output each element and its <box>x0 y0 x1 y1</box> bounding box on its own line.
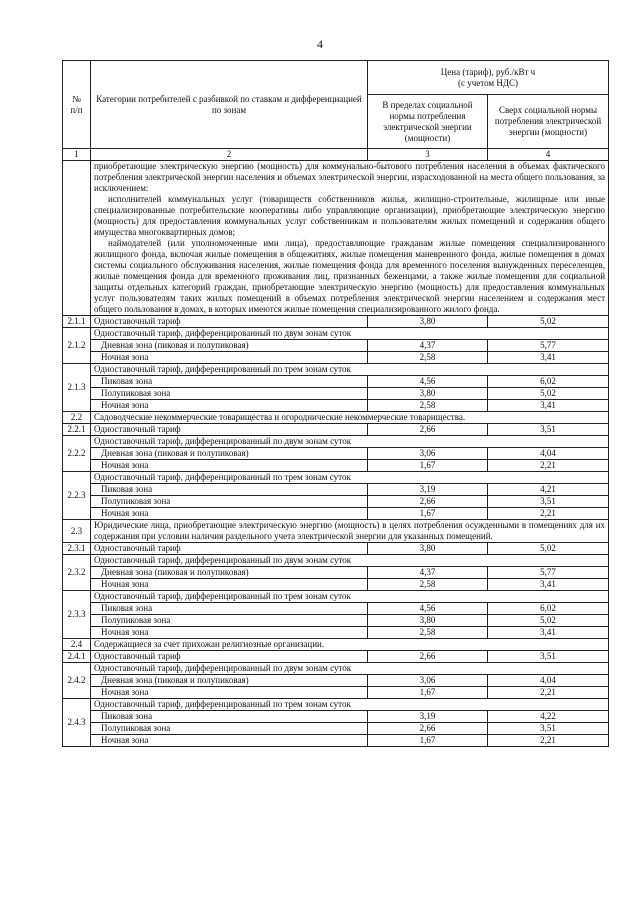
value-within-norm: 2,66 <box>368 424 488 436</box>
item-number: 2.4.1 <box>63 651 91 663</box>
zone-group-label: Одноставочный тариф, дифференцированный по трем зонам суток <box>91 699 609 711</box>
zone-row <box>63 484 609 496</box>
item-number: 2.1.3 <box>63 364 91 412</box>
zone-group-header-row <box>63 436 609 448</box>
value-within-norm: 2,58 <box>368 352 488 364</box>
zone-label: Ночная зона <box>91 627 368 639</box>
section-header-row <box>63 520 609 543</box>
zone-label: Дневная зона (пиковая и полупиковая) <box>91 567 368 579</box>
item-number: 2.2.3 <box>63 472 91 520</box>
zone-group-header-row <box>63 663 609 675</box>
tariff-label: Одноставочный тариф <box>91 651 368 663</box>
zone-row <box>63 627 609 639</box>
header-price: Цена (тариф), руб./кВт ч (с учетом НДС) <box>368 61 609 95</box>
value-within-norm: 3,06 <box>368 675 488 687</box>
zone-group-header-row <box>63 364 609 376</box>
zone-row <box>63 711 609 723</box>
zone-group-header-row <box>63 328 609 340</box>
tariff-label: Одноставочный тариф <box>91 316 368 328</box>
col-index-1: 1 <box>63 149 91 161</box>
zone-row <box>63 508 609 520</box>
value-within-norm: 3,80 <box>368 316 488 328</box>
value-within-norm: 1,67 <box>368 508 488 520</box>
section-header-row <box>63 412 609 424</box>
page-number: 4 <box>317 37 323 51</box>
value-above-norm: 3,51 <box>488 424 609 436</box>
zone-label: Ночная зона <box>91 735 368 747</box>
value-within-norm: 1,67 <box>368 460 488 472</box>
header-above-norm: Сверх социальной нормы потребления электрической энергии (мощности) <box>488 95 609 149</box>
value-within-norm: 3,80 <box>368 543 488 555</box>
section-header-row <box>63 639 609 651</box>
value-above-norm: 5,77 <box>488 567 609 579</box>
value-within-norm: 3,80 <box>368 615 488 627</box>
zone-row <box>63 448 609 460</box>
value-above-norm: 4,22 <box>488 711 609 723</box>
value-within-norm: 2,66 <box>368 496 488 508</box>
section-title: Содержащиеся за счет прихожан религиозные организации. <box>91 639 609 651</box>
value-within-norm: 3,06 <box>368 448 488 460</box>
item-number: 2.3.3 <box>63 591 91 639</box>
tariff-row <box>63 543 609 555</box>
value-above-norm: 6,02 <box>488 603 609 615</box>
value-within-norm: 3,19 <box>368 484 488 496</box>
section-number: 2.4 <box>63 639 91 651</box>
zone-row <box>63 675 609 687</box>
zone-row <box>63 376 609 388</box>
zone-row <box>63 579 609 591</box>
zone-row <box>63 615 609 627</box>
value-above-norm: 3,41 <box>488 352 609 364</box>
value-above-norm: 5,02 <box>488 388 609 400</box>
value-within-norm: 2,58 <box>368 579 488 591</box>
value-above-norm: 3,41 <box>488 400 609 412</box>
value-within-norm: 3,80 <box>368 388 488 400</box>
intro-text-cell <box>91 161 609 316</box>
value-above-norm: 2,21 <box>488 687 609 699</box>
zone-group-label: Одноставочный тариф, дифференцированный по трем зонам суток <box>91 472 609 484</box>
zone-row <box>63 400 609 412</box>
item-number: 2.3.2 <box>63 555 91 591</box>
value-above-norm: 2,21 <box>488 508 609 520</box>
value-above-norm: 3,41 <box>488 627 609 639</box>
value-above-norm: 6,02 <box>488 376 609 388</box>
value-above-norm: 4,21 <box>488 484 609 496</box>
header-within-norm: В пределах социальной нормы потребления электрической энергии (мощности) <box>368 95 488 149</box>
zone-group-header-row <box>63 555 609 567</box>
zone-group-label: Одноставочный тариф, дифференцированный по трем зонам суток <box>91 591 609 603</box>
intro-row <box>63 161 609 316</box>
zone-label: Пиковая зона <box>91 376 368 388</box>
zone-row <box>63 388 609 400</box>
header-num: № п/п <box>63 61 91 149</box>
item-number: 2.2.1 <box>63 424 91 436</box>
value-within-norm: 4,56 <box>368 603 488 615</box>
intro-paragraph-2: исполнителей коммунальных услуг (товариществ собственников жилья, жилищно-строительные, жилищные или иные специализированные потребительские кооперативы либо управляющие организации), приобретающие электрическую энергию (мощность) для предоставления коммунальных услуг собственникам и пользователям жилых помещений и содержания общего имущества многоквартирных домов; <box>94 194 606 237</box>
zone-group-label: Одноставочный тариф, дифференцированный по двум зонам суток <box>91 436 609 448</box>
zone-row <box>63 567 609 579</box>
value-above-norm: 5,02 <box>488 615 609 627</box>
section-title: Юридические лица, приобретающие электрическую энергию (мощность) в целях потребления осужденными в помещениях для их содержания при условии наличия раздельного учета электрической энергии для указанных помещений. <box>91 520 609 543</box>
zone-group-label: Одноставочный тариф, дифференцированный по двум зонам суток <box>91 663 609 675</box>
tariff-label: Одноставочный тариф <box>91 543 368 555</box>
zone-group-header-row <box>63 472 609 484</box>
col-index-3: 3 <box>368 149 488 161</box>
zone-row <box>63 735 609 747</box>
zone-group-header-row <box>63 591 609 603</box>
zone-row <box>63 460 609 472</box>
intro-paragraph-1: приобретающие электрическую энергию (мощность) для коммунально-бытового потребления населения в объемах фактического потребления электрической энергии населения и объемах электрической энергии, израсходованной на места общего пользования, за исключением: <box>94 161 606 193</box>
item-number: 2.1.1 <box>63 316 91 328</box>
value-within-norm: 2,58 <box>368 627 488 639</box>
zone-row <box>63 352 609 364</box>
value-above-norm: 3,41 <box>488 579 609 591</box>
value-within-norm: 4,37 <box>368 340 488 352</box>
zone-row <box>63 496 609 508</box>
zone-group-label: Одноставочный тариф, дифференцированный по двум зонам суток <box>91 555 609 567</box>
tariff-row <box>63 651 609 663</box>
zone-label: Ночная зона <box>91 460 368 472</box>
item-number: 2.4.2 <box>63 663 91 699</box>
zone-label: Ночная зона <box>91 687 368 699</box>
intro-num-cell <box>63 161 91 316</box>
zone-label: Дневная зона (пиковая и полупиковая) <box>91 340 368 352</box>
tariff-row <box>63 424 609 436</box>
value-above-norm: 3,51 <box>488 723 609 735</box>
zone-group-label: Одноставочный тариф, дифференцированный по трем зонам суток <box>91 364 609 376</box>
zone-group-label: Одноставочный тариф, дифференцированный по двум зонам суток <box>91 328 609 340</box>
section-number: 2.2 <box>63 412 91 424</box>
zone-label: Пиковая зона <box>91 484 368 496</box>
value-within-norm: 3,19 <box>368 711 488 723</box>
value-above-norm: 3,51 <box>488 651 609 663</box>
intro-paragraph-3: наймодателей (или уполномоченные ими лица), предоставляющие гражданам жилые помещения специализированного жилищного фонда, включая жилые помещения в общежитиях, жилые помещения маневренного фонда, жилые помещения в домах системы социального обслуживания населения, жилые помещения фонда для временного поселения вынужденных переселенцев, жилые помещения фонда для временного проживания лиц, признанных беженцами, а также жилые помещения для социальной защиты отдельных категорий граждан, приобретающие электрическую энергию (мощность) для предоставления коммунальных услуг пользователям таких жилых помещений в объемах потребления электрической энергии населением и содержания мест общего пользования в домах, в которых имеются жилые помещения специализированного жилого фонда. <box>94 238 606 314</box>
zone-label: Ночная зона <box>91 579 368 591</box>
value-above-norm: 5,77 <box>488 340 609 352</box>
section-number: 2.3 <box>63 520 91 543</box>
value-above-norm: 4,04 <box>488 675 609 687</box>
value-within-norm: 1,67 <box>368 735 488 747</box>
value-within-norm: 2,66 <box>368 723 488 735</box>
value-above-norm: 3,51 <box>488 496 609 508</box>
item-number: 2.1.2 <box>63 328 91 364</box>
value-above-norm: 2,21 <box>488 735 609 747</box>
tariff-row <box>63 316 609 328</box>
zone-label: Полупиковая зона <box>91 615 368 627</box>
value-above-norm: 2,21 <box>488 460 609 472</box>
item-number: 2.2.2 <box>63 436 91 472</box>
item-number: 2.4.3 <box>63 699 91 747</box>
tariff-label: Одноставочный тариф <box>91 424 368 436</box>
zone-label: Пиковая зона <box>91 711 368 723</box>
value-above-norm: 4,04 <box>488 448 609 460</box>
zone-label: Полупиковая зона <box>91 388 368 400</box>
value-within-norm: 2,58 <box>368 400 488 412</box>
value-within-norm: 1,67 <box>368 687 488 699</box>
col-index-2: 2 <box>91 149 368 161</box>
value-within-norm: 4,56 <box>368 376 488 388</box>
zone-label: Ночная зона <box>91 352 368 364</box>
zone-row <box>63 687 609 699</box>
value-above-norm: 5,02 <box>488 316 609 328</box>
zone-label: Дневная зона (пиковая и полупиковая) <box>91 675 368 687</box>
value-within-norm: 2,66 <box>368 651 488 663</box>
zone-label: Полупиковая зона <box>91 723 368 735</box>
zone-row <box>63 603 609 615</box>
zone-label: Дневная зона (пиковая и полупиковая) <box>91 448 368 460</box>
tariff-table <box>62 60 609 747</box>
header-category: Категории потребителей с разбивкой по ставкам и дифференциацией по зонам <box>91 61 368 149</box>
section-title: Садоводческие некоммерческие товарищества и огороднические некоммерческие товарищества. <box>91 412 609 424</box>
zone-row <box>63 340 609 352</box>
zone-label: Ночная зона <box>91 508 368 520</box>
zone-label: Полупиковая зона <box>91 496 368 508</box>
value-within-norm: 4,37 <box>368 567 488 579</box>
zone-label: Пиковая зона <box>91 603 368 615</box>
col-index-4: 4 <box>488 149 609 161</box>
zone-row <box>63 723 609 735</box>
zone-group-header-row <box>63 699 609 711</box>
item-number: 2.3.1 <box>63 543 91 555</box>
value-above-norm: 5,02 <box>488 543 609 555</box>
zone-label: Ночная зона <box>91 400 368 412</box>
